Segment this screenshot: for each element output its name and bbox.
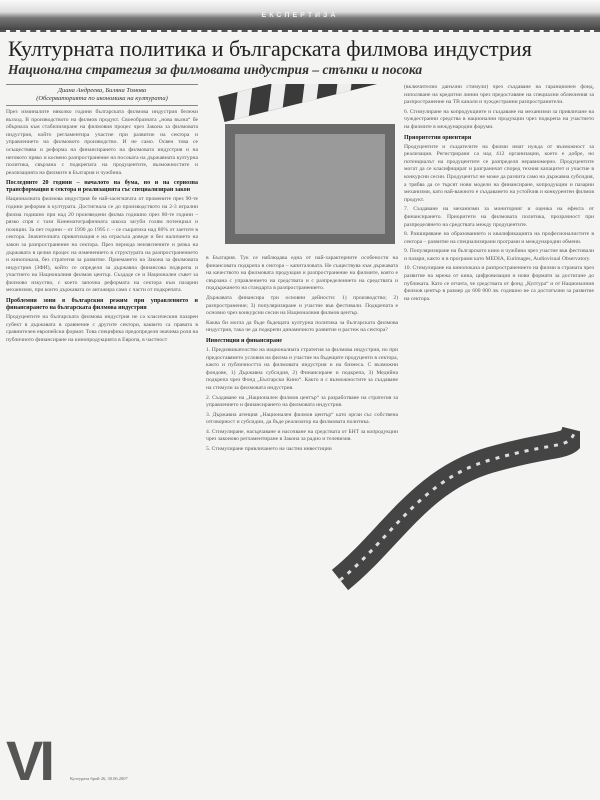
paragraph: Националната филмова индустрия бе най-засегнатата от промените през 90-те години реформи в културата. Достигнала се до производството на 2-3 игрални филма годишно при над 20 произведени филма годишно през 80-те години – рязко спря с тази Кинематографичната школа загуби голям потенциал и позиции. За пет години – от 1990 до 1995 г. – се съкратиха над 80% от заетите в сектора. Значителната приватизация е на отрасъла доведе и без наличието на закон за разпространение на сектора. През периода неизяснените и рязка на държавата в целия процес на изменението в структурата на разпространението и кинопоказа, без стратегия за развитие. Приемането на Закона за филмовата индустрия (ЗФИ), който се определя за държавна финансова подкрепа и участието на Националния филмов център. Създаде се и Национален съвет за филмово изкуство, с което започна реформата на сектора към пазарни механизми, при които държавата се ангажира само с части от подкрепата. [6,196,198,294]
paragraph: Държавата финансира три основни дейности: 1) производство; 2) разпространение; 3) популяризиране и участие във фестивали. Подкрепата е основно чрез конкурсни сесии на Националния филмов център. [206,294,398,317]
paragraph: Продуцентите на българската филмова индустрия не са класическия пазарен субект в държавата в сравнение с другите сектори, каквито са правата в сравнителен европейски формат. Това специфика предопределя значима роля на публичното финансиране на кинопродукцията в Европа, в частност [6,314,198,343]
section-heading: Приоритетни ориентири [404,134,472,141]
paragraph: 4. Стимулиране, насърчаване и насочване на средствата от БНТ за копродукции чрез законово регламентиране в Закона за радио и телевизия. [206,428,398,443]
column-left [6,84,198,724]
paragraph: 10. Стимулиране на кинопоказа и разпространението на филми в страната чрез развитие на мрежа от кина, цифровизация и нови формати за достигане до публиката. Като се отчита, че средствата от фонд „Култура“ и от Националния филмов център в размер до 600 000 лв. годишно не са достатъчни за развитие на сектора. [404,265,594,302]
paragraph: 2. Създаване на „Национален филмов център“ за разработване на стратегия за управлението и финансирането на филмовата индустрия. [206,394,398,409]
affiliation: (Обсерваторията по икономика на културата) [36,95,168,102]
section-heading: Инвестиции и финансиране [206,337,283,344]
article-title: Културната политика и българската филмова индустрия [8,36,532,61]
paragraph: 6. Стимулиране на копродукциите и създаване на механизми за привличане на чуждестранни средства в национални продукции чрез подкрепа на участието на филмите в международни форуми. [404,108,594,130]
paragraph: Каква би могла да бъде бъдещата културна политика за българската филмова индустрия, така че да подкрепи динамичното развитие и растеж на сектора? [206,319,398,334]
footer-caption: Културата брой 26, 30.06.2007 [70,776,128,781]
paragraph: През изминалите няколко години българската филмова индустрия бележи възход. В производството на филмов продукт. Своеобразната „нова вълна“ бе обърнала към стабилизиране на филмовия процес чрез Закона за филмовата индустрия, който регламентира участие при развитие на сектора и управлението на филмовото производство. И не само. Освен това се осъществява и реформа на финансирането на филмовата индустрия и на неговото пряко и косвено разпространение на посоката на държавната културна политика, свързана с подкрепата на продуцентите, възможностите и реализацията на филмите в България и чужбина. [6,109,198,176]
section-heading: Проблемни зони в българския режим при управлението и финансирането на българската филмова индустрия [6,298,198,312]
paragraph: 9. Популяризиране на българското кино в чужбина чрез участие във фестивали и пазари, както и в програми като MEDIA, Eurimages, Audiovisual Observatory. [404,248,594,262]
article-subtitle: Национална стратегия за филмовата индустрия – стъпки и посока [8,62,423,77]
paragraph: 7. Създаване на механизми за мониторинг и оценка на ефекта от финансирането. Приоритети на филмовата политика, прозрачност при разпределянето на средствата между продуцентите. [404,206,594,228]
paragraph: Продуцентите и създателите на филми имат нужда от възможност за реализация. Регистрирани са над 412 организации, което е добре, но потенциалът на продуцентите се разпределя неравномерно. Продуцентите могат да се класифицират и разграничат според техния капацитет и участие в конкурсни сесии. Продуцентът не може да разчита само на държавна субсидия, а трябва да се търсят нови модели на финансиране, копродукции и пазарни механизми, като най-важното е създаването на устойчив и конкурентен филмов продукт. [404,143,594,203]
section-label: ЕКСПЕРТИЗА [261,12,339,19]
paragraph: в България. Тук се наблюдава една от най-характерните особености на финансовата подкрепа в сектора – капиталовата. Не съществува към държавата на качеството на филмовата продукция и разпространение на филмите, която е свързана с управлението на средствата и с разпределението на средствата и поддържането на стандарта в разпространението. [206,255,398,292]
paragraph: 8. Разширяване на образованието и квалификацията на професионалистите в сектора – развитие на специализирани програми и международни обмени. [404,231,594,245]
paragraph: 1. Предизвикателство на националната стратегия за филмова индустрия, но при предоставянето условия на филма и участие на бъдещите продуценти в сектора, както и публичността на филмовата индустрия и на бизнеса. С възможни фондове, 1) Държавна субсидия, 2) Финансиране и подкрепа, 3) Медийна подкрепа чрез Фонд „Български Кино“. Както и с възможностите за създаване на стимули за филмовата индустрия. [206,346,398,391]
section-banner [0,0,600,32]
clapperboard-image [205,84,405,249]
paragraph: 3. Държавна агенция „Национален филмов център“ като орган със собствена отговорност и субсидии, да бъде реализатор на филмовата политика. [206,411,398,426]
paragraph: (включително данъчни стимули) чрез създаване на гаранционен фонд, използване на кредитни линии чрез предоставяне на специални облекчения за разпространение на ТВ канали и чуждестранни разпространители. [404,84,594,106]
authors: Диана Андреева, Биляна Томова [57,87,147,94]
film-strip-image [330,420,580,590]
section-heading: Последните 20 години – началото на бума, но и на сериозна трансформация в сектора и реализацията със специализиран закон [6,180,198,194]
paragraph: 5. Стимулиране привличането на частни инвестиции [206,446,332,453]
page-section-mark: VI [6,729,51,792]
byline [6,84,198,106]
